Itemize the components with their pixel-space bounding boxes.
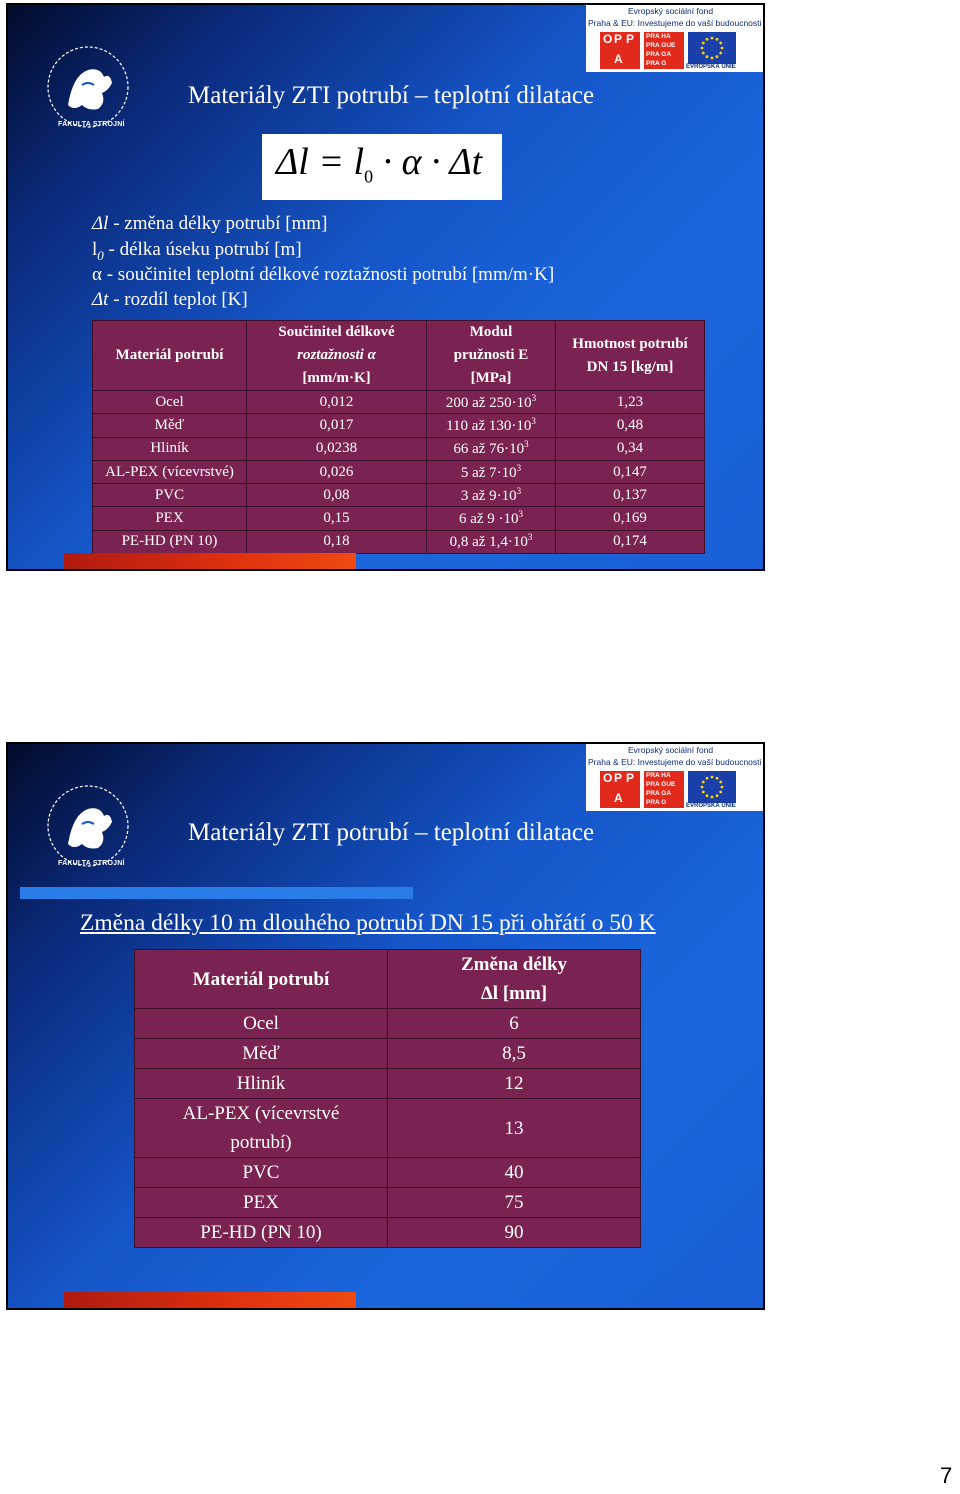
cell-alpha: 0,08: [247, 484, 427, 507]
cell-alpha: 0,15: [247, 507, 427, 530]
cell-material: [135, 1099, 388, 1158]
oppa-letter: O: [603, 32, 613, 46]
oppa-letter: P: [626, 771, 635, 785]
oppa-logo: [600, 32, 640, 69]
cell-material: PEX: [93, 507, 247, 530]
eu-flag-icon: [688, 771, 736, 803]
cell-material: AL-PEX (vícevrstvé): [93, 460, 247, 483]
cell-mass: 0,137: [556, 484, 705, 507]
cell-alpha: 0,18: [247, 530, 427, 553]
col-header-material: Materiál potrubí: [93, 321, 247, 391]
praha-line: PRA HA: [646, 33, 671, 40]
cell-value: 12: [388, 1069, 641, 1099]
table-row: [93, 484, 705, 507]
legend-text: - změna délky potrubí [mm]: [108, 213, 328, 234]
formula-lhs: Δl = l: [276, 141, 365, 183]
cell-material: PVC: [135, 1158, 388, 1188]
praha-eu-label: Praha & EU: Investujeme do vaší budoucnosti: [588, 757, 762, 767]
cell-material: Hliník: [93, 437, 247, 460]
cell-alpha: 0,017: [247, 414, 427, 437]
accent-bar: [20, 887, 413, 899]
modulus-exponent: 3: [516, 462, 522, 473]
praha-logo: [644, 771, 684, 808]
table-row: [93, 437, 705, 460]
cell-material: Ocel: [93, 391, 247, 414]
formula-subscript: 0: [364, 166, 374, 187]
praha-logo: [644, 32, 684, 69]
eu-funding-banner: [586, 5, 763, 72]
col-header-alpha: [247, 321, 427, 391]
eu-label: EVROPSKÁ UNIE: [686, 64, 736, 70]
header-line: pružnosti E: [453, 347, 529, 363]
header-line: Změna délky: [460, 954, 568, 975]
table-row: [135, 1218, 641, 1248]
cell-mass: 0,169: [556, 507, 705, 530]
legend-text: - součinitel teplotní délkové roztažnosti potrubí [mm/m·K]: [101, 264, 555, 285]
table-row: [135, 1039, 641, 1069]
modulus-exponent: 3: [527, 532, 533, 543]
praha-line: PRA GUE: [646, 781, 676, 788]
legend-line: [92, 262, 554, 287]
oppa-letter: P: [626, 32, 635, 46]
cell-mass: 1,23: [556, 391, 705, 414]
formula-rhs: · α · Δt: [382, 141, 483, 183]
oppa-logo: [600, 771, 640, 808]
cell-material: PE-HD (PN 10): [93, 530, 247, 553]
slide-2: [6, 742, 765, 1310]
col-header-mass: [556, 321, 705, 391]
bottom-accent-bar: [64, 1292, 356, 1308]
cell-value: 13: [388, 1099, 641, 1158]
slide-1: [6, 3, 765, 571]
table-header-row: [93, 321, 705, 391]
cell-material: Měď: [93, 414, 247, 437]
praha-line: PRA GA: [646, 51, 672, 58]
modulus-value: 66 až 76·10: [453, 441, 525, 458]
table-row: [93, 507, 705, 530]
legend-symbol: l: [92, 239, 98, 260]
material-line: AL-PEX (vícevrstvé: [182, 1103, 340, 1124]
cell-modulus: [427, 391, 556, 414]
cell-modulus: [427, 437, 556, 460]
slide-title: Materiály ZTI potrubí – teplotní dilatace: [188, 819, 595, 846]
modulus-value: 6 až 9 ·10: [458, 511, 519, 528]
cell-material: PE-HD (PN 10): [135, 1218, 388, 1248]
header-line: [MPa]: [470, 370, 512, 386]
legend-text: - rozdíl teplot [K]: [108, 289, 248, 310]
eu-funding-banner: [586, 744, 763, 811]
cell-value: 90: [388, 1218, 641, 1248]
legend-line: [92, 211, 327, 236]
length-change-table: [134, 949, 641, 1248]
header-line: Δl [mm]: [480, 983, 548, 1004]
cell-value: 40: [388, 1158, 641, 1188]
slide-title: Materiály ZTI potrubí – teplotní dilatace: [188, 82, 595, 109]
cell-alpha: 0,026: [247, 460, 427, 483]
praha-line: PRA G: [646, 799, 667, 806]
modulus-value: 3 až 9·10: [460, 487, 517, 504]
cell-modulus: [427, 484, 556, 507]
bottom-accent-bar: [64, 553, 356, 569]
cell-material: Měď: [135, 1039, 388, 1069]
slide-subtitle: Změna délky 10 m dlouhého potrubí DN 15 při ohřátí o 50 K: [80, 910, 656, 936]
modulus-value: 110 až 130·10: [446, 417, 532, 434]
cell-modulus: [427, 530, 556, 553]
legend-symbol: Δt: [92, 289, 109, 310]
legend-line: [92, 287, 248, 312]
legend-text: - délka úseku potrubí [m]: [103, 239, 302, 260]
table-row: [135, 1099, 641, 1158]
table-row: [135, 1188, 641, 1218]
cell-mass: 0,174: [556, 530, 705, 553]
modulus-exponent: 3: [516, 485, 522, 496]
praha-line: PRA G: [646, 60, 667, 67]
modulus-value: 200 až 250·10: [445, 394, 532, 411]
table-header-row: [135, 950, 641, 1009]
header-line: Modul: [469, 324, 513, 340]
header-line: roztažnosti α: [297, 347, 376, 363]
cell-material: PEX: [135, 1188, 388, 1218]
page-number: 7: [940, 1463, 953, 1488]
cell-alpha: 0,012: [247, 391, 427, 414]
cell-modulus: [427, 507, 556, 530]
modulus-exponent: 3: [518, 509, 524, 520]
cell-value: 6: [388, 1009, 641, 1039]
faculty-label: FAKULTA STROJNÍ: [58, 860, 125, 867]
table-row: [93, 391, 705, 414]
legend-subscript: 0: [97, 247, 104, 263]
col-header-change: [388, 950, 641, 1009]
modulus-exponent: 3: [531, 415, 536, 426]
header-line: DN 15 [kg/m]: [586, 358, 674, 375]
material-line: potrubí): [230, 1132, 292, 1153]
praha-eu-label: Praha & EU: Investujeme do vaší budoucnosti: [588, 18, 762, 28]
col-header-modulus: [427, 321, 556, 391]
modulus-value: 0,8 až 1,4·10: [449, 534, 528, 551]
cell-material: Hliník: [135, 1069, 388, 1099]
cell-value: 75: [388, 1188, 641, 1218]
oppa-letter: A: [614, 791, 623, 805]
oppa-letter: O: [603, 771, 613, 785]
esf-label: Evropský sociální fond: [628, 6, 714, 16]
oppa-letter: A: [614, 52, 623, 66]
praha-line: PRA GUE: [646, 42, 676, 49]
dilatation-formula: [262, 134, 502, 200]
cell-material: PVC: [93, 484, 247, 507]
table-row: [93, 460, 705, 483]
esf-label: Evropský sociální fond: [628, 745, 714, 755]
cell-mass: 0,147: [556, 460, 705, 483]
table-row: [135, 1158, 641, 1188]
oppa-letter: P: [614, 32, 623, 46]
table-row: [93, 530, 705, 553]
modulus-exponent: 3: [531, 392, 537, 403]
col-header-material: Materiál potrubí: [135, 950, 388, 1009]
table-row: [135, 1069, 641, 1099]
cell-modulus: [427, 414, 556, 437]
faculty-label: FAKULTA STROJNÍ: [58, 121, 125, 128]
cell-mass: 0,48: [556, 414, 705, 437]
table-row: [93, 414, 705, 437]
header-line: [mm/m·K]: [302, 370, 371, 386]
cell-alpha: 0,0238: [247, 437, 427, 460]
materials-table: [92, 320, 705, 554]
cell-modulus: [427, 460, 556, 483]
eu-flag-icon: [688, 32, 736, 64]
cell-material: Ocel: [135, 1009, 388, 1039]
praha-line: PRA GA: [646, 790, 672, 797]
legend-symbol: α: [92, 264, 102, 285]
legend-symbol: Δl: [92, 213, 109, 234]
table-row: [135, 1009, 641, 1039]
modulus-exponent: 3: [524, 439, 529, 450]
header-line: Součinitel délkové: [278, 324, 395, 340]
header-line: Hmotnost potrubí: [572, 335, 688, 352]
eu-label: EVROPSKÁ UNIE: [686, 803, 736, 809]
oppa-letter: P: [614, 771, 623, 785]
cell-value: 8,5: [388, 1039, 641, 1069]
praha-line: PRA HA: [646, 772, 671, 779]
modulus-value: 5 až 7·10: [460, 464, 517, 481]
cell-mass: 0,34: [556, 437, 705, 460]
